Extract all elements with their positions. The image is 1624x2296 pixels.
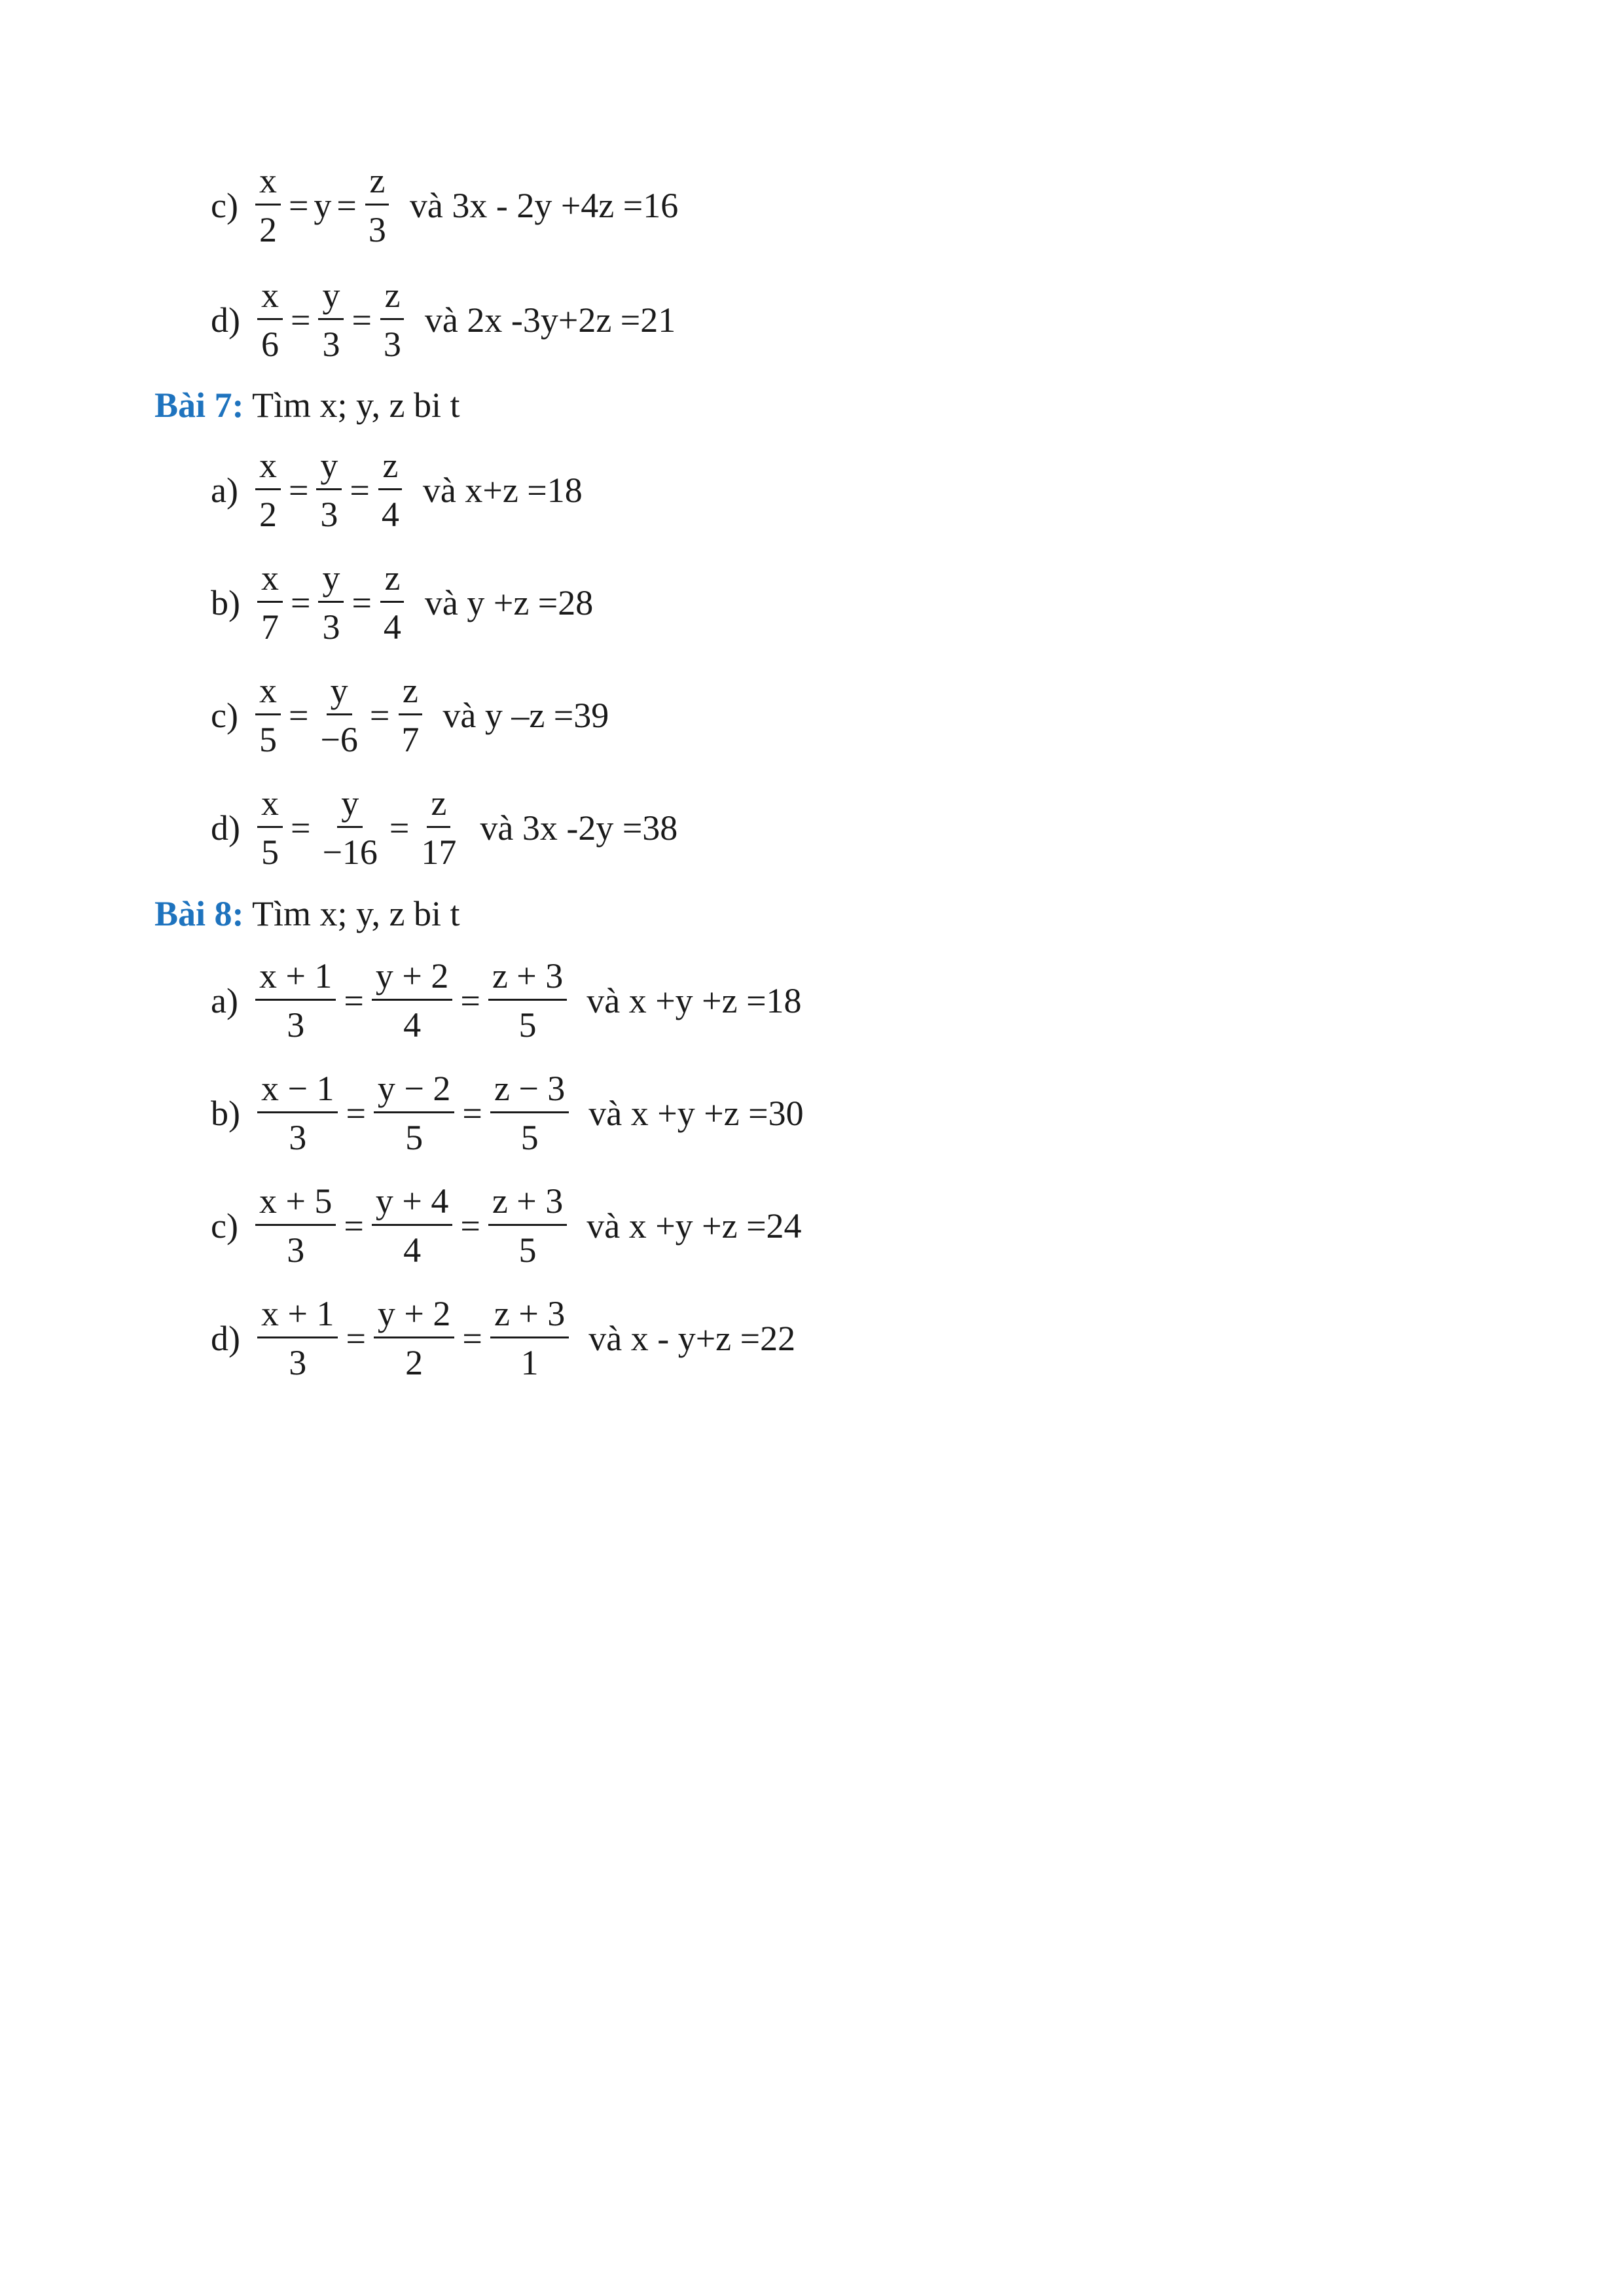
denominator: 17 [421, 833, 457, 872]
exercise-7d [211, 783, 677, 872]
numerator: z − 3 [490, 1068, 569, 1113]
equals-sign: = [346, 1093, 366, 1133]
numerator: x [255, 670, 281, 715]
exercise-instruction: Tìm x; y, z bi t [252, 386, 460, 425]
denominator: 5 [405, 1118, 424, 1158]
condition: và x+z =18 [422, 470, 583, 510]
denominator: 3 [322, 607, 340, 647]
fraction [316, 670, 361, 760]
numerator: z [380, 558, 404, 603]
numerator: y [318, 558, 344, 603]
numerator: x + 1 [255, 956, 336, 1001]
equals-sign: = [290, 808, 311, 848]
denominator: 4 [381, 495, 399, 535]
numerator: y − 2 [374, 1068, 454, 1113]
exercise-instruction: Tìm x; y, z bi t [252, 894, 460, 933]
fraction [255, 956, 336, 1045]
item-label: d) [211, 808, 240, 848]
item-label: b) [211, 1093, 240, 1133]
exercise-8-heading [154, 896, 460, 931]
equals-sign: = [290, 300, 311, 340]
condition: và x - y+z =22 [588, 1318, 796, 1358]
equals-sign: = [288, 185, 309, 225]
numerator: y [327, 670, 352, 715]
item-label: c) [211, 695, 238, 735]
exercise-8c [211, 1181, 802, 1270]
numerator: y [318, 275, 344, 320]
condition: và 2x -3y+2z =21 [424, 300, 676, 340]
fraction [372, 1181, 452, 1270]
numerator: x [255, 445, 281, 490]
denominator: 5 [261, 833, 279, 872]
equals-sign: = [352, 300, 372, 340]
denominator: −6 [320, 720, 358, 760]
fraction [255, 160, 281, 250]
fraction [488, 956, 567, 1045]
fraction [490, 1068, 569, 1158]
condition: và x +y +z =24 [586, 1206, 802, 1246]
exercise-8a [211, 956, 802, 1045]
numerator: x − 1 [257, 1068, 338, 1113]
denominator: 3 [368, 210, 386, 250]
equals-sign: = [460, 980, 480, 1020]
fraction [490, 1293, 569, 1383]
condition: và y +z =28 [424, 583, 594, 622]
equals-sign: = [336, 185, 357, 225]
equals-sign: = [460, 1206, 480, 1246]
denominator: 2 [259, 495, 277, 535]
fraction [318, 558, 344, 647]
fraction [378, 445, 403, 535]
exercise-7b [211, 558, 593, 647]
numerator: z + 3 [490, 1293, 569, 1338]
equals-sign: = [462, 1093, 482, 1133]
item-label: c) [211, 185, 238, 225]
fraction [374, 1293, 454, 1383]
denominator: 4 [403, 1230, 422, 1270]
denominator: 6 [261, 325, 279, 365]
fraction [316, 445, 342, 535]
equals-sign: = [462, 1318, 482, 1358]
denominator: 3 [287, 1005, 305, 1045]
denominator: 2 [259, 210, 277, 250]
fraction [257, 275, 283, 365]
condition: và 3x -2y =38 [480, 808, 678, 848]
numerator: z + 3 [488, 956, 567, 1001]
denominator: 3 [322, 325, 340, 365]
denominator: 3 [320, 495, 338, 535]
fraction [372, 956, 452, 1045]
fraction [257, 783, 283, 872]
exercise-6c [211, 160, 678, 250]
equals-sign: = [290, 583, 311, 622]
numerator: y [316, 445, 342, 490]
numerator: z [380, 275, 404, 320]
equals-sign: = [352, 583, 372, 622]
fraction [397, 670, 423, 760]
item-label: a) [211, 470, 238, 510]
numerator: x [257, 558, 283, 603]
numerator: x [255, 160, 281, 206]
numerator: z [399, 670, 422, 715]
denominator: 3 [289, 1118, 307, 1158]
denominator: 5 [518, 1005, 537, 1045]
equals-sign: = [344, 1206, 364, 1246]
denominator: 4 [403, 1005, 422, 1045]
denominator: 2 [405, 1343, 424, 1383]
item-label: c) [211, 1206, 238, 1246]
denominator: 7 [401, 720, 420, 760]
numerator: z [365, 160, 389, 206]
fraction [365, 160, 390, 250]
exercise-8d [211, 1293, 795, 1383]
exercise-6d [211, 275, 676, 365]
denominator: 5 [520, 1118, 539, 1158]
fraction [318, 783, 381, 872]
denominator: 5 [518, 1230, 537, 1270]
fraction [257, 558, 283, 647]
numerator: z + 3 [488, 1181, 567, 1226]
condition: và x +y +z =18 [586, 980, 802, 1020]
numerator: x + 1 [257, 1293, 338, 1338]
numerator: y + 2 [372, 956, 452, 1001]
denominator: 5 [259, 720, 277, 760]
denominator: 4 [383, 607, 401, 647]
numerator: y + 2 [374, 1293, 454, 1338]
exercise-7c [211, 670, 609, 760]
fraction [380, 275, 405, 365]
equals-sign: = [288, 470, 309, 510]
fraction [488, 1181, 567, 1270]
item-label: d) [211, 300, 240, 340]
exercise-title: Bài 8: [154, 894, 244, 933]
middle-term: y [314, 185, 332, 225]
item-label: d) [211, 1318, 240, 1358]
numerator: z [427, 783, 450, 828]
equals-sign: = [344, 980, 364, 1020]
condition: và x +y +z =30 [588, 1093, 804, 1133]
numerator: x + 5 [255, 1181, 336, 1226]
denominator: 3 [289, 1343, 307, 1383]
equals-sign: = [288, 695, 309, 735]
denominator: 3 [287, 1230, 305, 1270]
item-label: b) [211, 583, 240, 622]
denominator: 1 [520, 1343, 539, 1383]
equals-sign: = [346, 1318, 366, 1358]
fraction [255, 670, 281, 760]
equals-sign: = [389, 808, 410, 848]
fraction [257, 1293, 338, 1383]
condition: và y –z =39 [442, 695, 609, 735]
fraction [255, 445, 281, 535]
fraction [374, 1068, 454, 1158]
equals-sign: = [369, 695, 390, 735]
exercise-7a [211, 445, 583, 535]
denominator: −16 [322, 833, 378, 872]
exercise-7-heading [154, 387, 460, 423]
numerator: x [257, 783, 283, 828]
denominator: 3 [383, 325, 401, 365]
denominator: 7 [261, 607, 279, 647]
fraction [257, 1068, 338, 1158]
numerator: x [257, 275, 283, 320]
exercise-title: Bài 7: [154, 386, 244, 425]
item-label: a) [211, 980, 238, 1020]
numerator: y [337, 783, 363, 828]
fraction [318, 275, 344, 365]
fraction [417, 783, 460, 872]
fraction [255, 1181, 336, 1270]
numerator: z [378, 445, 402, 490]
equals-sign: = [350, 470, 370, 510]
numerator: y + 4 [372, 1181, 452, 1226]
fraction [380, 558, 405, 647]
condition: và 3x - 2y +4z =16 [409, 185, 679, 225]
exercise-8b [211, 1068, 804, 1158]
